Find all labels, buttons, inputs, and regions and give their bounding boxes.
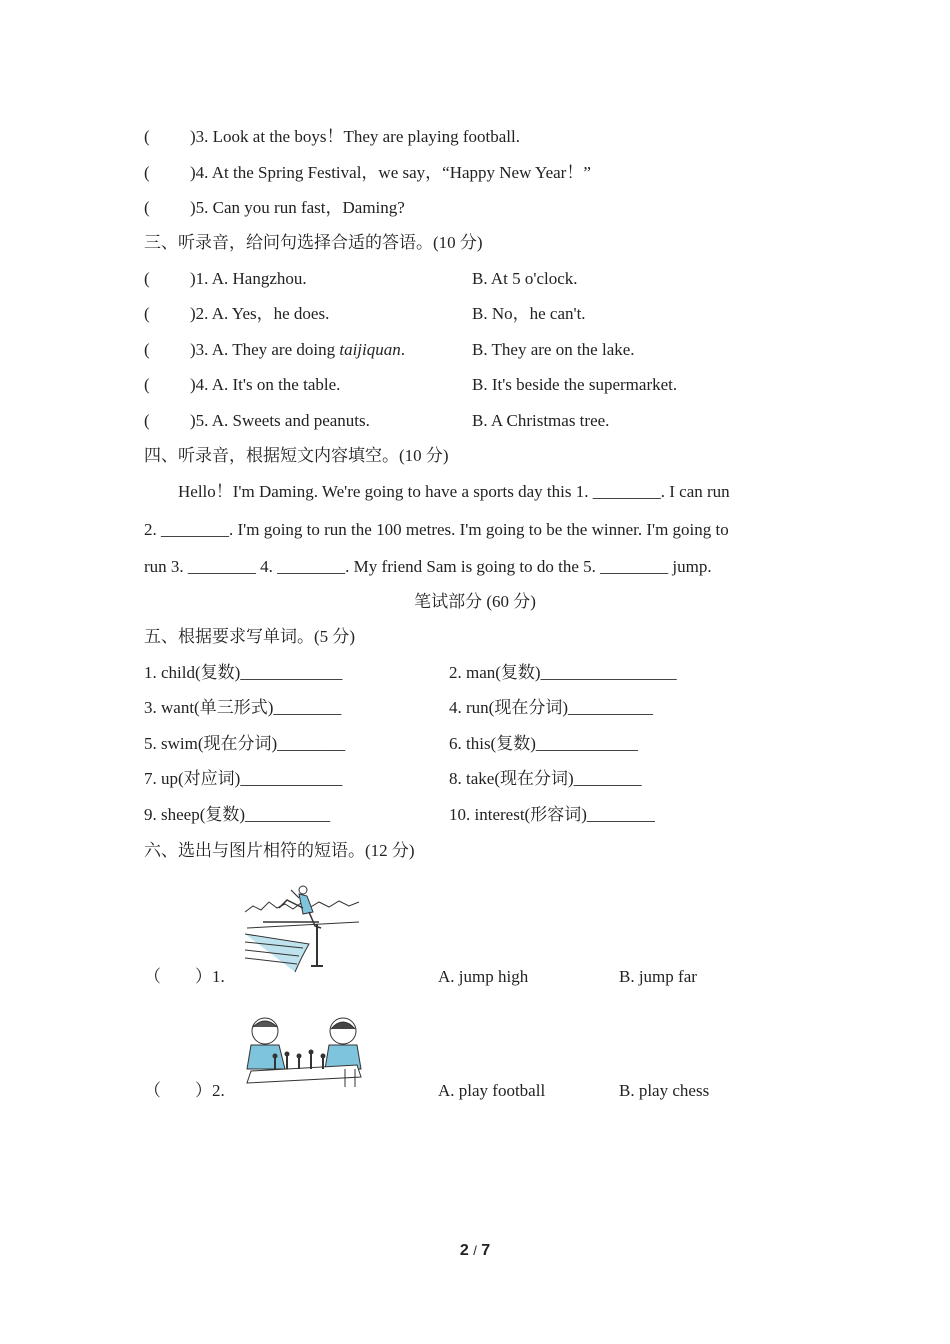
answer-paren: ( [144, 198, 150, 217]
word-task: 5. swim(现在分词)________ [144, 734, 346, 753]
word-task: 8. take(现在分词)________ [449, 769, 642, 788]
option-a: A. They are doing taijiquan. [211, 340, 406, 359]
written-part-header: 笔试部分 (60 分) [414, 592, 536, 611]
s3-item-3: ( )3. A. They are doing taijiquan. B. They are on the lake. [144, 340, 635, 359]
option-a: A. It's on the table. [211, 375, 341, 394]
passage-line-1: Hello！I'm Daming. We're going to have a sports day this 1. ________. I can run [178, 482, 730, 501]
section4-title: 四、听录音，根据短文内容填空。(10 分) [144, 446, 449, 465]
page-number: 2 / 7 [459, 1242, 491, 1259]
s5-row-5 [144, 804, 764, 826]
s3-item-4: ( )4. A. It's on the table. B. It's beside the supermarket. [144, 375, 678, 394]
word-task: 6. this(复数)____________ [449, 734, 638, 753]
s3-item-5: ( )5. A. Sweets and peanuts. B. A Christmas tree. [144, 411, 610, 430]
high-jump-illustration [243, 882, 361, 974]
word-task: 4. run(现在分词)__________ [449, 698, 653, 717]
item-number: （ ）2. [144, 1081, 225, 1100]
s3-item-1: ( )1. A. Hangzhou. B. At 5 o'clock. [144, 269, 578, 288]
s3-item-2: ( )2. A. Yes，he does. B. No，he can't. [144, 304, 586, 323]
option-a: A. jump high [438, 967, 529, 986]
option-a: A. Yes，he does. [211, 304, 330, 323]
word-task: 1. child(复数)____________ [144, 663, 343, 682]
q2-item-3: ( )3. Look at the boys！They are playing football. [144, 127, 521, 146]
option-a: A. Hangzhou. [211, 269, 307, 288]
word-task: 2. man(复数)________________ [449, 663, 677, 682]
option-a: A. Sweets and peanuts. [211, 411, 370, 430]
s6-item-2 [144, 1080, 764, 1102]
word-task: 9. sheep(复数)__________ [144, 805, 331, 824]
item-number: （ ）1. [144, 967, 225, 986]
option-a: A. play football [438, 1081, 546, 1100]
s6-item-1 [144, 966, 764, 988]
s5-row-3 [144, 733, 764, 755]
children-playing-chess-illustration [245, 1013, 363, 1089]
word-task: 10. interest(形容词)________ [449, 805, 655, 824]
answer-paren: ( [144, 127, 150, 146]
option-b: B. At 5 o'clock. [472, 269, 578, 288]
option-b: B. jump far [619, 967, 697, 986]
q2-item-4: ( )4. At the Spring Festival，we say，“Happy New Year！” [144, 163, 591, 182]
question-text: At the Spring Festival，we say，“Happy New Year！” [211, 163, 591, 182]
option-b: B. No，he can't. [472, 304, 586, 323]
word-task: 3. want(单三形式)________ [144, 698, 342, 717]
s5-row-2 [144, 697, 764, 719]
passage-line-3: run 3. ________ 4. ________. My friend Sam is going to do the 5. ________ jump. [144, 557, 712, 576]
word-task: 7. up(对应词)____________ [144, 769, 343, 788]
option-b: B. It's beside the supermarket. [472, 375, 678, 394]
option-b: B. play chess [619, 1081, 710, 1100]
q2-item-5: ( )5. Can you run fast，Daming? [144, 198, 405, 217]
s5-row-4 [144, 768, 764, 790]
section3-title: 三、听录音，给问句选择合适的答语。(10 分) [144, 233, 483, 252]
answer-paren: ( [144, 163, 150, 182]
question-text: Can you run fast，Daming? [212, 198, 405, 217]
question-text: Look at the boys！They are playing football. [212, 127, 521, 146]
option-b: B. They are on the lake. [472, 340, 635, 359]
s5-row-1 [144, 662, 764, 684]
section6-title: 六、选出与图片相符的短语。(12 分) [144, 841, 415, 860]
section5-title: 五、根据要求写单词。(5 分) [144, 627, 356, 646]
option-b: B. A Christmas tree. [472, 411, 610, 430]
passage-line-2: 2. ________. I'm going to run the 100 metres. I'm going to be the winner. I'm going to [144, 520, 729, 539]
